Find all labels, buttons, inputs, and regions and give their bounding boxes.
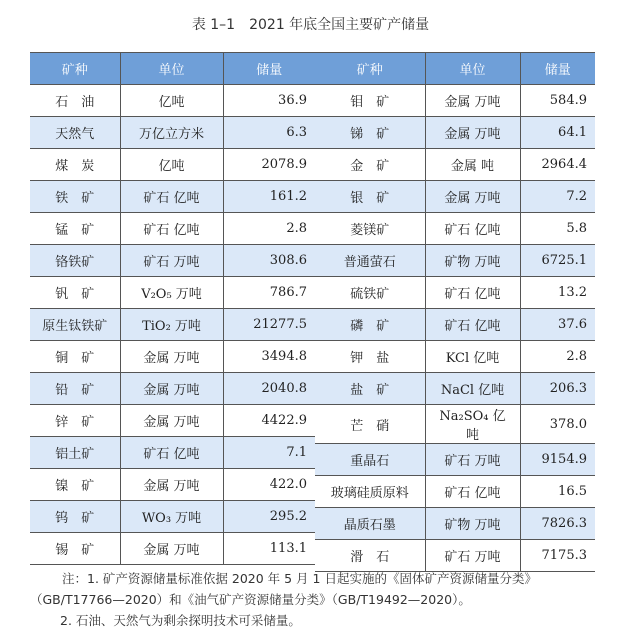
reserve-cell: 422.0 xyxy=(223,469,315,501)
reserve-cell: 7175.3 xyxy=(520,540,595,572)
reserve-cell: 37.6 xyxy=(520,309,595,341)
table-row xyxy=(30,469,315,501)
mineral-cell: 铝土矿 xyxy=(30,437,120,469)
unit-cell: 矿石 亿吨 xyxy=(425,476,520,508)
mineral-cell: 芒 硝 xyxy=(315,405,425,444)
table-row xyxy=(30,533,315,565)
mineral-cell: 重晶石 xyxy=(315,444,425,476)
unit-cell: 矿石 亿吨 xyxy=(425,309,520,341)
right-body xyxy=(315,85,595,572)
unit-cell: 矿物 万吨 xyxy=(425,508,520,540)
mineral-cell: 原生钛铁矿 xyxy=(30,309,120,341)
table-row xyxy=(315,309,595,341)
unit-cell: 金属 万吨 xyxy=(120,373,223,405)
table-row xyxy=(30,117,315,149)
reserve-cell: 21277.5 xyxy=(223,309,315,341)
reserve-cell: 2.8 xyxy=(520,341,595,373)
mineral-cell: 钾 盐 xyxy=(315,341,425,373)
header-row xyxy=(30,53,315,85)
reserve-cell: 786.7 xyxy=(223,277,315,309)
unit-cell: 金属 万吨 xyxy=(120,405,223,437)
mineral-cell: 钒 矿 xyxy=(30,277,120,309)
table-row xyxy=(315,149,595,181)
table-row xyxy=(315,405,595,444)
unit-cell: 金属 吨 xyxy=(425,149,520,181)
mineral-cell: 铜 矿 xyxy=(30,341,120,373)
unit-cell: 矿石 万吨 xyxy=(425,540,520,572)
header-unit: 单位 xyxy=(120,53,223,85)
unit-cell: 金属 万吨 xyxy=(425,181,520,213)
reserve-cell: 2964.4 xyxy=(520,149,595,181)
table-row xyxy=(30,85,315,117)
unit-cell: 万亿立方米 xyxy=(120,117,223,149)
mineral-cell: 锡 矿 xyxy=(30,533,120,565)
mineral-cell: 锌 矿 xyxy=(30,405,120,437)
mineral-cell: 铁 矿 xyxy=(30,181,120,213)
header-reserve: 储量 xyxy=(520,53,595,85)
mineral-cell: 石 油 xyxy=(30,85,120,117)
table-row xyxy=(30,245,315,277)
table-row xyxy=(30,437,315,469)
reserve-cell: 113.1 xyxy=(223,533,315,565)
unit-cell: 亿吨 xyxy=(120,85,223,117)
reserve-cell: 378.0 xyxy=(520,405,595,444)
unit-cell: 矿物 万吨 xyxy=(425,245,520,277)
table-row xyxy=(30,341,315,373)
mineral-cell: 金 矿 xyxy=(315,149,425,181)
header-mineral: 矿种 xyxy=(30,53,120,85)
unit-cell: V₂O₅ 万吨 xyxy=(120,277,223,309)
unit-cell: 矿石 亿吨 xyxy=(425,213,520,245)
table-row xyxy=(315,444,595,476)
table-row xyxy=(30,213,315,245)
left-body xyxy=(30,85,315,565)
note-2: 2. 石油、天然气为剩余探明技术可采储量。 xyxy=(60,613,301,628)
table-row xyxy=(30,181,315,213)
unit-cell: 矿石 亿吨 xyxy=(120,213,223,245)
unit-cell: 矿石 亿吨 xyxy=(120,437,223,469)
table-row xyxy=(315,508,595,540)
mineral-cell: 天然气 xyxy=(30,117,120,149)
reserve-cell: 5.8 xyxy=(520,213,595,245)
mineral-cell: 普通萤石 xyxy=(315,245,425,277)
mineral-cell: 铬铁矿 xyxy=(30,245,120,277)
reserve-cell: 6.3 xyxy=(223,117,315,149)
header-reserve: 储量 xyxy=(223,53,315,85)
reserve-cell: 7.2 xyxy=(520,181,595,213)
unit-cell: 金属 万吨 xyxy=(425,85,520,117)
reserve-cell: 2078.9 xyxy=(223,149,315,181)
mineral-cell: 菱镁矿 xyxy=(315,213,425,245)
reserves-table-right xyxy=(315,52,595,572)
reserve-cell: 295.2 xyxy=(223,501,315,533)
unit-cell: NaCl 亿吨 xyxy=(425,373,520,405)
reserve-cell: 2.8 xyxy=(223,213,315,245)
reserve-cell: 64.1 xyxy=(520,117,595,149)
mineral-cell: 磷 矿 xyxy=(315,309,425,341)
reserve-cell: 16.5 xyxy=(520,476,595,508)
table-row xyxy=(315,476,595,508)
reserve-cell: 308.6 xyxy=(223,245,315,277)
unit-cell: 金属 万吨 xyxy=(425,117,520,149)
table-row xyxy=(315,277,595,309)
mineral-cell: 玻璃硅质原料 xyxy=(315,476,425,508)
reserve-cell: 4422.9 xyxy=(223,405,315,437)
table-row xyxy=(315,245,595,277)
reserves-table-left xyxy=(30,52,315,565)
reserve-cell: 6725.1 xyxy=(520,245,595,277)
table-row xyxy=(315,540,595,572)
table-row xyxy=(315,213,595,245)
reserve-cell: 161.2 xyxy=(223,181,315,213)
reserve-cell: 7.1 xyxy=(223,437,315,469)
mineral-cell: 锑 矿 xyxy=(315,117,425,149)
unit-cell: Na₂SO₄ 亿吨 xyxy=(425,405,520,444)
mineral-cell: 盐 矿 xyxy=(315,373,425,405)
mineral-cell: 锰 矿 xyxy=(30,213,120,245)
reserve-cell: 13.2 xyxy=(520,277,595,309)
table-row xyxy=(30,309,315,341)
unit-cell: 矿石 亿吨 xyxy=(120,181,223,213)
header-row xyxy=(315,53,595,85)
reserve-cell: 206.3 xyxy=(520,373,595,405)
table-row xyxy=(30,405,315,437)
table-row xyxy=(315,181,595,213)
unit-cell: 金属 万吨 xyxy=(120,341,223,373)
table-row xyxy=(315,373,595,405)
reserve-cell: 7826.3 xyxy=(520,508,595,540)
unit-cell: WO₃ 万吨 xyxy=(120,501,223,533)
mineral-cell: 银 矿 xyxy=(315,181,425,213)
table-title: 表 1–1 2021 年底全国主要矿产储量 xyxy=(191,17,430,33)
reserve-cell: 3494.8 xyxy=(223,341,315,373)
table-row xyxy=(315,341,595,373)
unit-cell: 金属 万吨 xyxy=(120,469,223,501)
unit-cell: 矿石 万吨 xyxy=(425,444,520,476)
mineral-cell: 钼 矿 xyxy=(315,85,425,117)
header-unit: 单位 xyxy=(425,53,520,85)
mineral-cell: 滑 石 xyxy=(315,540,425,572)
mineral-cell: 煤 炭 xyxy=(30,149,120,181)
unit-cell: KCl 亿吨 xyxy=(425,341,520,373)
table-row xyxy=(30,501,315,533)
table-row xyxy=(315,117,595,149)
mineral-cell: 钨 矿 xyxy=(30,501,120,533)
table-row xyxy=(30,149,315,181)
reserve-cell: 584.9 xyxy=(520,85,595,117)
table-notes xyxy=(30,568,595,631)
header-mineral: 矿种 xyxy=(315,53,425,85)
unit-cell: 矿石 万吨 xyxy=(120,245,223,277)
mineral-cell: 铅 矿 xyxy=(30,373,120,405)
reserve-cell: 9154.9 xyxy=(520,444,595,476)
mineral-cell: 晶质石墨 xyxy=(315,508,425,540)
unit-cell: TiO₂ 万吨 xyxy=(120,309,223,341)
note-1: 注：1. 矿产资源储量标准依据 2020 年 5 月 1 日起实施的《固体矿产资源储量分类》（GB/T17766—2020）和《油气矿产资源储量分类》（GB/T19492—2020）。 xyxy=(30,571,537,607)
unit-cell: 金属 万吨 xyxy=(120,533,223,565)
table-row xyxy=(315,85,595,117)
unit-cell: 亿吨 xyxy=(120,149,223,181)
mineral-cell: 硫铁矿 xyxy=(315,277,425,309)
unit-cell: 矿石 亿吨 xyxy=(425,277,520,309)
table-row xyxy=(30,277,315,309)
table-row xyxy=(30,373,315,405)
reserve-cell: 2040.8 xyxy=(223,373,315,405)
reserve-cell: 36.9 xyxy=(223,85,315,117)
mineral-cell: 镍 矿 xyxy=(30,469,120,501)
